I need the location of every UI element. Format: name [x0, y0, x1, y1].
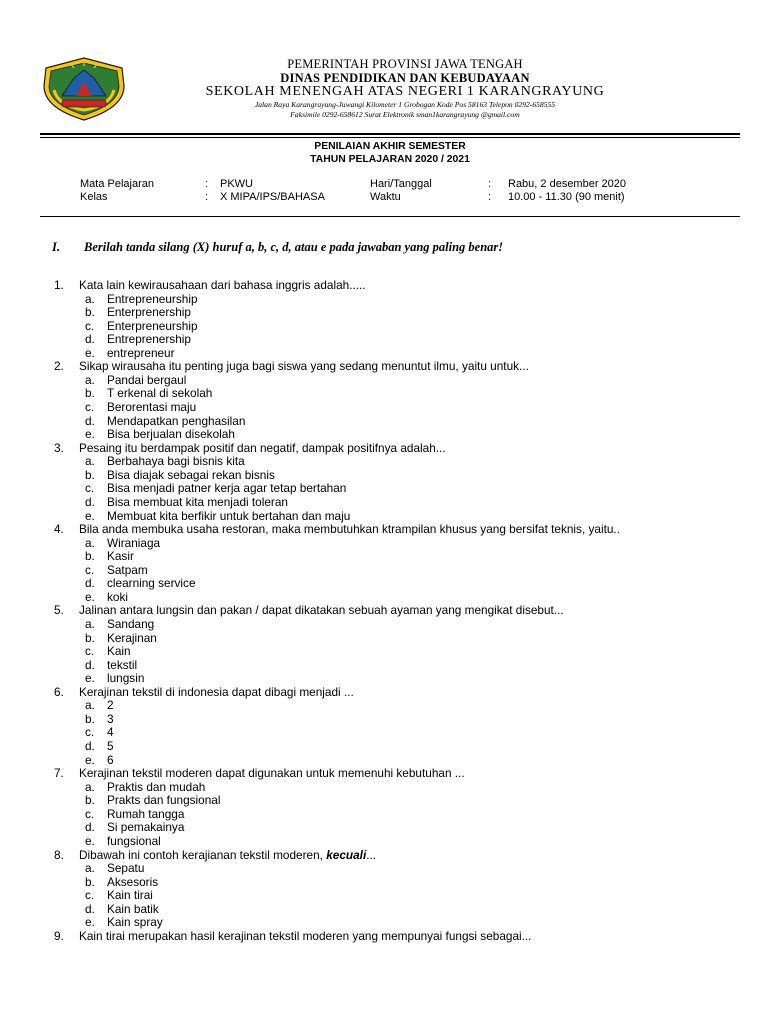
question-number: 4. [54, 522, 64, 537]
choice-letter: a. [85, 698, 95, 713]
choice-letter: a. [85, 779, 95, 794]
choice-letter: b. [85, 793, 95, 808]
question-number: 5. [54, 603, 64, 618]
choice-text: lungsin [107, 671, 145, 686]
choice-letter: b. [85, 549, 95, 564]
choice-letter: e. [85, 589, 95, 604]
choice-letter: d. [85, 413, 95, 428]
choice-letter: e. [85, 833, 95, 848]
field-value-subject: PKWU [220, 178, 253, 190]
choice-letter: d. [85, 657, 95, 672]
question-tail: ... [366, 847, 377, 862]
choice-letter: d. [85, 820, 95, 835]
question-stem: Pesaing itu berdampak positif dan negatif, dampak positifnya adalah... [79, 440, 446, 455]
field-colon: : [488, 191, 492, 203]
choice-text: Prakts dan fungsional [107, 793, 221, 808]
choice-letter: d. [85, 901, 95, 916]
choice-text: Bisa menjadi patner kerja agar tetap bertahan [107, 481, 347, 496]
choice-letter: c. [85, 644, 95, 659]
choice-text: entrepreneur [107, 345, 175, 360]
choice-text: fungsional [107, 833, 161, 848]
choice-text: Pandai bergaul [107, 372, 187, 387]
letterhead-address: Jalan Raya Karangrayung-Juwangi Kilometer 1 Grobogan Kode Pos 58163 Telepon 0292-658555 [254, 100, 556, 109]
choice-text: Membuat kita berfikir untuk bertahan dan maju [107, 508, 351, 523]
choice-text: Kasir [107, 549, 134, 564]
choice-text: Satpam [107, 562, 148, 577]
choice-letter: a. [85, 454, 95, 469]
field-value-class: X MIPA/IPS/BAHASA [220, 191, 325, 203]
choice-letter: b. [85, 386, 95, 401]
choice-letter: e. [85, 752, 95, 767]
choice-text: Enterpreneurship [107, 318, 198, 333]
choice-letter: c. [85, 318, 95, 333]
choice-letter: b. [85, 467, 95, 482]
question-number: 7. [54, 766, 64, 781]
choice-text: 3 [107, 711, 114, 726]
letterhead-divider-thin [40, 137, 740, 138]
exam-year: TAHUN PELAJARAN 2020 / 2021 [310, 154, 470, 165]
choice-letter: d. [85, 332, 95, 347]
choice-text: Kain batik [107, 901, 159, 916]
choice-text: Kain spray [107, 915, 163, 930]
choice-text: koki [107, 589, 128, 604]
field-colon: : [205, 178, 209, 190]
field-label-date: Hari/Tanggal [370, 178, 432, 190]
choice-text: Bisa membuat kita menjadi toleran [107, 494, 288, 509]
field-value-time: 10.00 - 11.30 (90 menit) [508, 191, 625, 203]
question-text [79, 849, 376, 863]
question-stem: Sikap wirausaha itu penting juga bagi siswa yang sedang menuntut ilmu, yaitu untuk... [79, 359, 529, 374]
choice-letter: c. [85, 562, 95, 577]
choice-text: Praktis dan mudah [107, 779, 206, 794]
choice-text: Kain [107, 644, 131, 659]
choice-text: Aksesoris [107, 874, 159, 889]
question-emphasis: kecuali [326, 847, 367, 862]
question-text [79, 442, 446, 456]
letterhead [0, 0, 768, 140]
choice-letter: a. [85, 535, 95, 550]
letterhead-divider [40, 133, 740, 135]
choice-letter: e. [85, 427, 95, 442]
choice-text: 6 [107, 752, 114, 767]
field-label-time: Waktu [370, 191, 401, 203]
choice-letter: a. [85, 372, 95, 387]
question-text [79, 686, 354, 700]
choice-letter: c. [85, 481, 95, 496]
field-label-subject: Mata Pelajaran [80, 178, 154, 190]
choice-text: Enterprenership [107, 305, 191, 320]
choice-text: Entreprenership [107, 332, 191, 347]
choice-letter: c. [85, 888, 95, 903]
field-colon: : [488, 178, 492, 190]
question-text [79, 767, 465, 781]
choice-text: clearning service [107, 576, 196, 591]
choice-letter: a. [85, 617, 95, 631]
choice-letter: e. [85, 345, 95, 360]
choice-text: Berbahaya bagi bisnis kita [107, 454, 245, 469]
choice-letter: e. [85, 508, 95, 523]
choice-letter: a. [85, 291, 95, 306]
question-number: 9. [54, 928, 64, 943]
choice-text: tekstil [107, 657, 138, 672]
choice-text: Bisa berjualan disekolah [107, 427, 235, 442]
choice-letter: a. [85, 861, 95, 876]
choice-text: Berorentasi maju [107, 400, 197, 415]
choice-letter: d. [85, 739, 95, 754]
question-number: 8. [54, 847, 64, 862]
choice-letter: c. [85, 806, 95, 821]
choice-text: 2 [107, 698, 114, 713]
choice-text: Bisa diajak sebagai rekan bisnis [107, 467, 275, 482]
question-stem: Kain tirai merupakan hasil kerajinan tekstil moderen yang mempunyai fungsi sebagai... [79, 928, 532, 943]
question-text [79, 930, 531, 944]
question-stem: Dibawah ini contoh kerajianan tekstil moderen, [79, 847, 323, 862]
question-number: 1. [54, 278, 64, 292]
choice-text: Wiraniaga [107, 535, 161, 550]
section-number: I. [52, 240, 60, 254]
choice-letter: b. [85, 630, 95, 645]
choice-text: T erkenal di sekolah [107, 386, 213, 401]
jawa-tengah-crest-icon [40, 56, 128, 122]
field-colon: : [205, 191, 209, 203]
question-text [79, 523, 620, 537]
question-number: 6. [54, 684, 64, 699]
choice-letter: d. [85, 576, 95, 591]
choice-letter: b. [85, 874, 95, 889]
letterhead-school: SEKOLAH MENENGAH ATAS NEGERI 1 KARANGRAYUNG [205, 84, 605, 99]
choice-text: Kerajinan [107, 630, 157, 645]
choice-text: Kain tirai [107, 888, 153, 903]
choice-text: 5 [107, 739, 114, 754]
question-stem: Jalinan antara lungsin dan pakan / dapat dikatakan sebuah ayaman yang mengikat disebut... [79, 603, 564, 618]
choice-letter: b. [85, 711, 95, 726]
choice-text: Si pemakainya [107, 820, 185, 835]
choice-text: Sandang [107, 617, 155, 631]
question-text [79, 360, 529, 374]
letterhead-agency: DINAS PENDIDIKAN DAN KEBUDAYAAN [280, 71, 530, 85]
choice-text: 4 [107, 725, 114, 740]
choice-text: Sepatu [107, 861, 145, 876]
exam-info-divider [40, 216, 740, 217]
choice-letter: c. [85, 400, 95, 415]
choice-letter: b. [85, 305, 95, 320]
choice-text: Mendapatkan penghasilan [107, 413, 246, 428]
choice-letter: d. [85, 494, 95, 509]
choice-letter: e. [85, 671, 95, 686]
choice-text: Entrepreneurship [107, 291, 198, 306]
question-stem: Kata lain kewirausahaan dari bahasa inggris adalah..... [79, 278, 366, 292]
question-stem: Bila anda membuka usaha restoran, maka membutuhkan ktrampilan khusus yang bersifat teknis, yaitu.. [79, 522, 620, 537]
letterhead-province: PEMERINTAH PROVINSI JAWA TENGAH [287, 57, 523, 71]
choice-letter: e. [85, 915, 95, 930]
question-number: 2. [54, 359, 64, 374]
question-text [79, 604, 564, 618]
field-value-date: Rabu, 2 desember 2020 [508, 178, 627, 190]
field-label-class: Kelas [80, 191, 108, 203]
question-stem: Kerajinan tekstil moderen dapat digunakan untuk memenuhi kebutuhan ... [79, 766, 465, 781]
letterhead-contact: Faksimile 0292-658612 Surat Elektronik sman1karangrayung @gmail.com [290, 110, 520, 119]
question-stem: Kerajinan tekstil di indonesia dapat dibagi menjadi ... [79, 684, 354, 699]
section-instruction: Berilah tanda silang (X) huruf a, b, c, d, atau e pada jawaban yang paling benar! [84, 240, 504, 254]
choice-letter: c. [85, 725, 95, 740]
exam-title: PENILAIAN AKHIR SEMESTER [314, 141, 466, 152]
question-text [79, 279, 366, 293]
choice-text: Rumah tangga [107, 806, 185, 821]
question-number: 3. [54, 440, 64, 455]
